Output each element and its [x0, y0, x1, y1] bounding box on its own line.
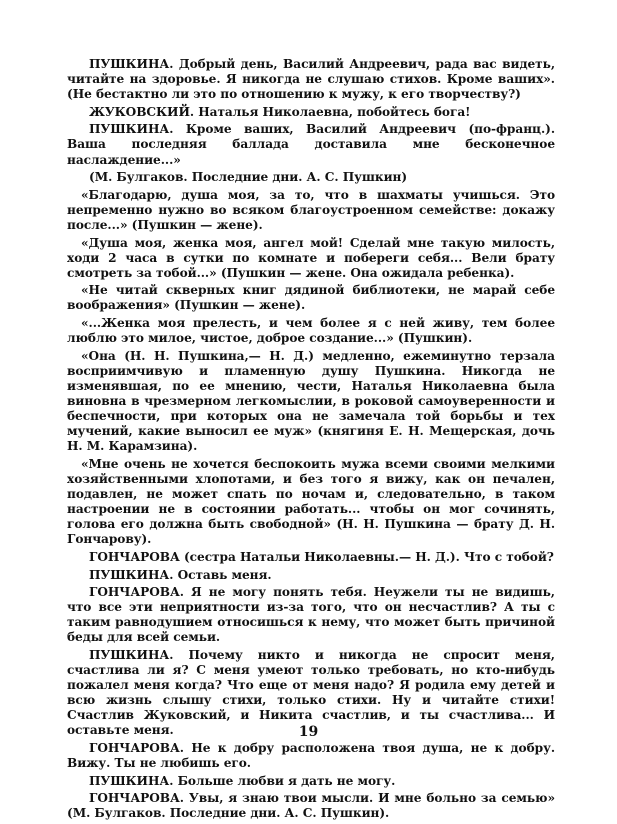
paragraph: ГОНЧАРОВА. Увы, я знаю твои мысли. И мне больно за семью» (М. Булгаков. Последние дни. А. С. Пушкин). [67, 791, 555, 821]
page-text [67, 57, 555, 824]
quote-paragraph: «Не читай скверных книг дядиной библиотеки, не марай себе воображения» (Пушкин — жене). [67, 283, 555, 313]
paragraph: ГОНЧАРОВА. Я не могу понять тебя. Неужели ты не видишь, что все эти неприятности из-за того, что он несчастлив? А ты с таким равнодушием относишься к нему, что может быть причиной беды для всей семьи. [67, 585, 555, 645]
quote-paragraph: «Благодарю, душа моя, за то, что в шахматы учишься. Это непременно нужно во всяком благоустроенном семействе: докажу после...» (Пушкин — жене). [67, 187, 555, 232]
source-line: (М. Булгаков. Последние дни. А. С. Пушкин) [89, 170, 408, 185]
quote-paragraph: «...Женка моя прелесть, и чем более я с ней живу, тем более люблю это милое, чистое, доброе создание...» (Пушкин). [67, 316, 555, 346]
paragraph: ПУШКИНА. Кроме ваших, Василий Андреевич (по-франц.). Ваша последняя баллада доставила мне бесконечное наслаждение...» [67, 122, 555, 167]
paragraph: ПУШКИНА. Добрый день, Василий Андреевич, рада вас видеть, читайте на здоровье. Я никогда не слушаю стихов. Кроме ваших». (Не бестактно ли это по отношению к мужу, к его творчеству?) [67, 57, 555, 102]
paragraph: ЖУКОВСКИЙ. Наталья Николаевна, побойтесь бога! [89, 104, 471, 119]
paragraph: ПУШКИНА. Оставь меня. [89, 567, 272, 582]
paragraph: ПУШКИНА. Почему никто и никогда не спросит меня, счастлива ли я? С меня умеют только требовать, но кто-нибудь пожалел меня когда? Что еще от меня надо? Я родила ему детей и всю жизнь слышу стихи, только стихи. Ну и читайте стихи! Счастлив Жуковский, и Никита счастлив, и ты счастлива... И оставьте меня. [67, 647, 555, 738]
quote-paragraph: «Она (Н. Н. Пушкина,— Н. Д.) медленно, ежеминутно терзала восприимчивую и пламенную душу Пушкина. Никогда не изменявшая, по ее мнению, чести, Наталья Николаевна была виновна в чрезмерном легкомыслии, в роковой самоуверенности и беспечности, при которых она не замечала той борьбы и тех мучений, какие выносил ее муж» (княгиня Е. Н. Мещерская, дочь Н. М. Карамзина). [67, 348, 555, 454]
page-number: 19 [298, 724, 319, 740]
quote-paragraph: «Душа моя, женка моя, ангел мой! Сделай мне такую милость, ходи 2 часа в сутки по комнате и побереги себя... Вели брату смотреть за тобой...» (Пушкин — жене. Она ожидала ребенка). [67, 235, 555, 280]
quote-paragraph: «Мне очень не хочется беспокоить мужа всеми своими мелкими хозяйственными хлопотами, и без того я вижу, как он печален, подавлен, не может спать по ночам и, следовательно, в таком настроении не в состоянии работать... чтобы он мог сочинять, голова его должна быть свободной» (Н. Н. Пушкина — брату Д. Н. Гончарову). [67, 456, 555, 547]
paragraph: ПУШКИНА. Больше любви я дать не могу. [89, 773, 396, 788]
paragraph: ГОНЧАРОВА. Не к добру расположена твоя душа, не к добру. Вижу. Ты не любишь его. [67, 741, 555, 771]
paragraph: ГОНЧАРОВА (сестра Натальи Николаевны.— Н. Д.). Что с тобой? [89, 549, 554, 564]
